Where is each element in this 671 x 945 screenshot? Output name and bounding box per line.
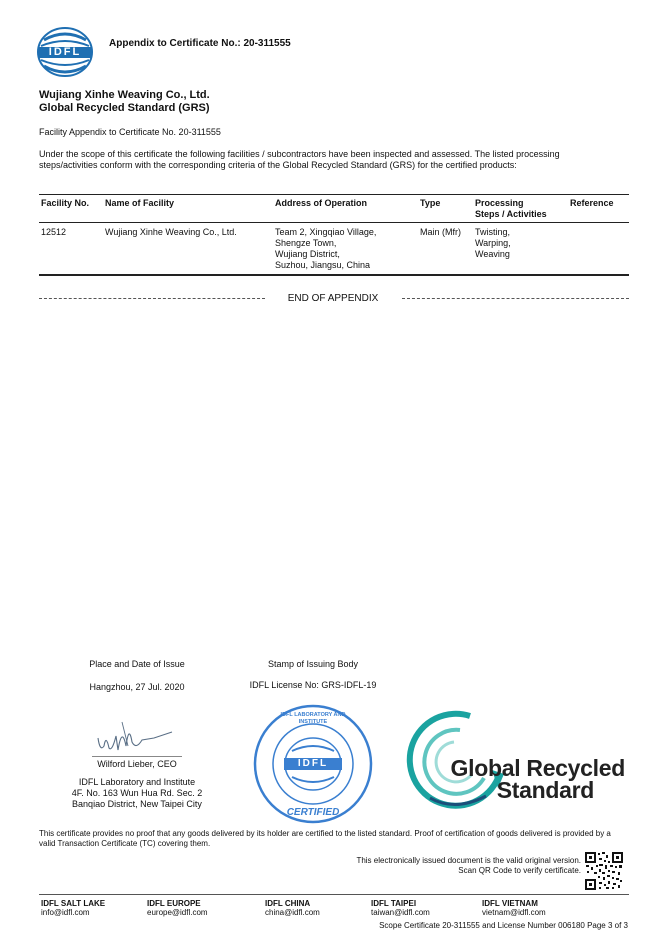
table-bottom-rule xyxy=(39,274,629,276)
qr-code[interactable] xyxy=(584,851,624,891)
company-name: Wujiang Xinhe Weaving Co., Ltd. xyxy=(39,89,210,101)
idfl-logo-text: IDFL xyxy=(48,46,82,58)
office-taipei-name: IDFL TAIPEI xyxy=(371,899,417,908)
office-europe-name: IDFL EUROPE xyxy=(147,899,201,908)
office-china-name: IDFL CHINA xyxy=(265,899,311,908)
header-reference: Reference xyxy=(570,198,614,208)
appendix-title: Appendix to Certificate No.: 20-311555 xyxy=(109,38,291,49)
cell-type: Main (Mfr) xyxy=(420,227,461,237)
org-line-3: Banqiao District, New Taipei City xyxy=(72,799,202,809)
stamp-bottom-text: CERTIFIED xyxy=(286,807,340,818)
office-vietnam-name: IDFL VIETNAM xyxy=(482,899,538,908)
license-number: IDFL License No: GRS-IDFL-19 xyxy=(249,680,377,690)
header-facility-no: Facility No. xyxy=(41,198,90,208)
page-info: Scope Certificate 20-311555 and License Number 006180 Page 3 of 3 xyxy=(379,921,628,930)
office-china-email[interactable]: china@idfl.com xyxy=(265,908,320,917)
stamp-top-text: IDFL LABORATORY AND INSTITUTE xyxy=(280,712,346,725)
qr-note-line1: This electronically issued document is the valid original version. xyxy=(356,856,581,865)
cell-name: Wujiang Xinhe Weaving Co., Ltd. xyxy=(105,227,237,237)
end-divider-right xyxy=(402,298,629,299)
office-salt-lake-email[interactable]: info@idfl.com xyxy=(41,908,90,917)
header-name: Name of Facility xyxy=(105,198,175,208)
stamp-center-text: IDFL xyxy=(297,758,329,769)
header-type: Type xyxy=(420,198,441,208)
certified-stamp xyxy=(252,703,374,825)
signature-line xyxy=(92,756,182,757)
org-line-2: 4F. No. 163 Wun Hua Rd. Sec. 2 xyxy=(71,788,203,798)
facility-appendix-line: Facility Appendix to Certificate No. 20-311555 xyxy=(39,127,221,137)
cell-facility-no: 12512 xyxy=(41,227,67,237)
idfl-logo xyxy=(36,26,94,78)
office-taipei-email[interactable]: taiwan@idfl.com xyxy=(371,908,430,917)
signatory: Wilford Lieber, CEO xyxy=(97,759,177,769)
scope-text: Under the scope of this certificate the following facilities / subcontractors have been inspected and assessed. The listed processing steps/activities conform with the corresponding criteria of the Global Recycled Standard (GRS) for the certified products: xyxy=(39,149,560,170)
office-europe-email[interactable]: europe@idfl.com xyxy=(147,908,208,917)
grs-logo-line2: Standard xyxy=(496,777,594,803)
cell-address: Team 2, Xingqiao Village, Shengze Town, Wujiang District, Suzhou, Jiangsu, China xyxy=(275,227,377,270)
standard-name: Global Recycled Standard (GRS) xyxy=(39,102,210,114)
stamp-label: Stamp of Issuing Body xyxy=(267,659,359,669)
header-address: Address of Operation xyxy=(275,198,368,208)
end-of-appendix: END OF APPENDIX xyxy=(287,293,379,304)
signature xyxy=(92,716,182,756)
header-processing: Processing Steps / Activities xyxy=(475,198,547,219)
footer-rule xyxy=(39,894,629,895)
org-line-1: IDFL Laboratory and Institute xyxy=(78,777,196,787)
place-label: Place and Date of Issue xyxy=(89,659,185,669)
table-header-rule xyxy=(39,222,629,223)
cell-processing: Twisting, Warping, Weaving xyxy=(475,227,511,259)
disclaimer: This certificate provides no proof that any goods delivered by its holder are certified to the listed standard. Proof of certification of goods delivered is provided by a valid Transaction Certificate (TC) covering them. xyxy=(39,829,611,848)
office-vietnam-email[interactable]: vietnam@idfl.com xyxy=(482,908,546,917)
end-divider-left xyxy=(39,298,265,299)
office-salt-lake-name: IDFL SALT LAKE xyxy=(41,899,106,908)
place-value: Hangzhou, 27 Jul. 2020 xyxy=(89,682,185,692)
qr-note-line2: Scan QR Code to verify certificate. xyxy=(458,866,581,875)
grs-logo-line1: Global Recycled xyxy=(450,755,625,781)
table-top-rule xyxy=(39,194,629,195)
grs-logo xyxy=(400,708,625,814)
